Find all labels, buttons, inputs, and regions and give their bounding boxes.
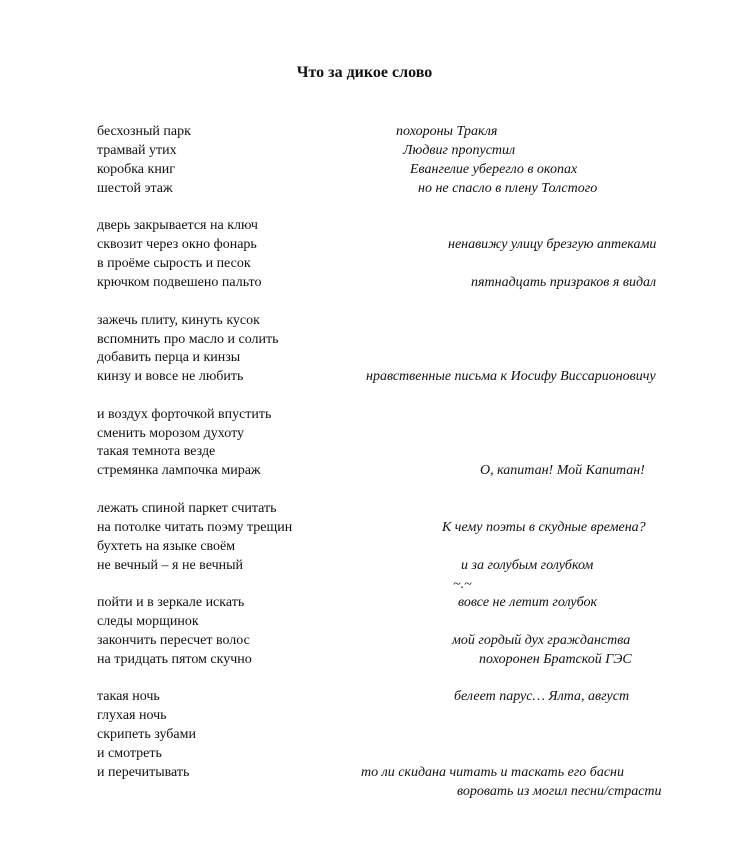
left-line: сквозит через окно фонарь	[97, 237, 257, 252]
left-line: бухтеть на языке своём	[97, 539, 236, 554]
right-line: К чему поэты в скудные времена?	[442, 520, 646, 535]
left-line: в проёме сырость и песок	[97, 256, 251, 271]
left-line: зажечь плиту, кинуть кусок	[97, 313, 260, 328]
left-line: на потолке читать поэму трещин	[97, 520, 293, 535]
left-line: следы морщинок	[97, 614, 199, 629]
right-line: нравственные письма к Иосифу Виссарионовичу	[366, 369, 656, 384]
left-line: стремянка лампочка мираж	[97, 463, 261, 478]
left-line: такая ночь	[97, 689, 160, 704]
left-line: бесхозный парк	[97, 124, 191, 139]
left-line: коробка книг	[97, 162, 176, 177]
left-line: не вечный – я не вечный	[97, 558, 244, 573]
left-line: пойти и в зеркале искать	[97, 595, 245, 610]
left-line: лежать спиной паркет считать	[97, 501, 277, 516]
left-line: закончить пересчет волос	[97, 633, 250, 648]
right-line: пятнадцать призраков я видал	[471, 275, 657, 290]
right-line: то ли скидана читать и таскать его басни	[361, 765, 624, 780]
right-line-tilde: ~.~	[453, 577, 472, 592]
left-line: глухая ночь	[97, 708, 167, 723]
right-line: и за голубым голубком	[461, 558, 594, 573]
right-line: похороны Тракля	[396, 124, 498, 139]
left-line: добавить перца и кинзы	[97, 350, 241, 365]
right-line: вовсе не летит голубок	[458, 595, 598, 610]
right-line: но не спасло в плену Толстого	[418, 181, 598, 196]
left-line: крючком подвешено пальто	[97, 275, 262, 290]
right-line: похоронен Братской ГЭС	[479, 652, 632, 667]
left-line: кинзу и вовсе не любить	[97, 369, 244, 384]
left-line: шестой этаж	[97, 181, 173, 196]
right-line: Людвиг пропустил	[403, 143, 516, 158]
left-line: и воздух форточкой впустить	[97, 407, 272, 422]
left-line: дверь закрывается на ключ	[97, 218, 258, 233]
left-line: сменить морозом духоту	[97, 426, 245, 441]
right-line: воровать из могил песни/страсти	[457, 784, 662, 799]
left-line: на тридцать пятом скучно	[97, 652, 252, 667]
left-line: вспомнить про масло и солить	[97, 332, 279, 347]
left-line: и перечитывать	[97, 765, 190, 780]
left-line: и смотреть	[97, 746, 162, 761]
poem-title: Что за дикое слово	[296, 64, 433, 81]
right-line: Евангелие уберегло в окопах	[410, 162, 578, 177]
left-line: скрипеть зубами	[97, 727, 196, 742]
right-line: мой гордый дух гражданства	[452, 633, 631, 648]
left-line: такая темнота везде	[97, 444, 216, 459]
right-line: ненавижу улицу брезгую аптеками	[448, 237, 657, 252]
right-line: О, капитан! Мой Капитан!	[480, 463, 645, 478]
left-line: трамвай утих	[97, 143, 177, 158]
right-line: белеет парус… Ялта, август	[454, 689, 630, 704]
